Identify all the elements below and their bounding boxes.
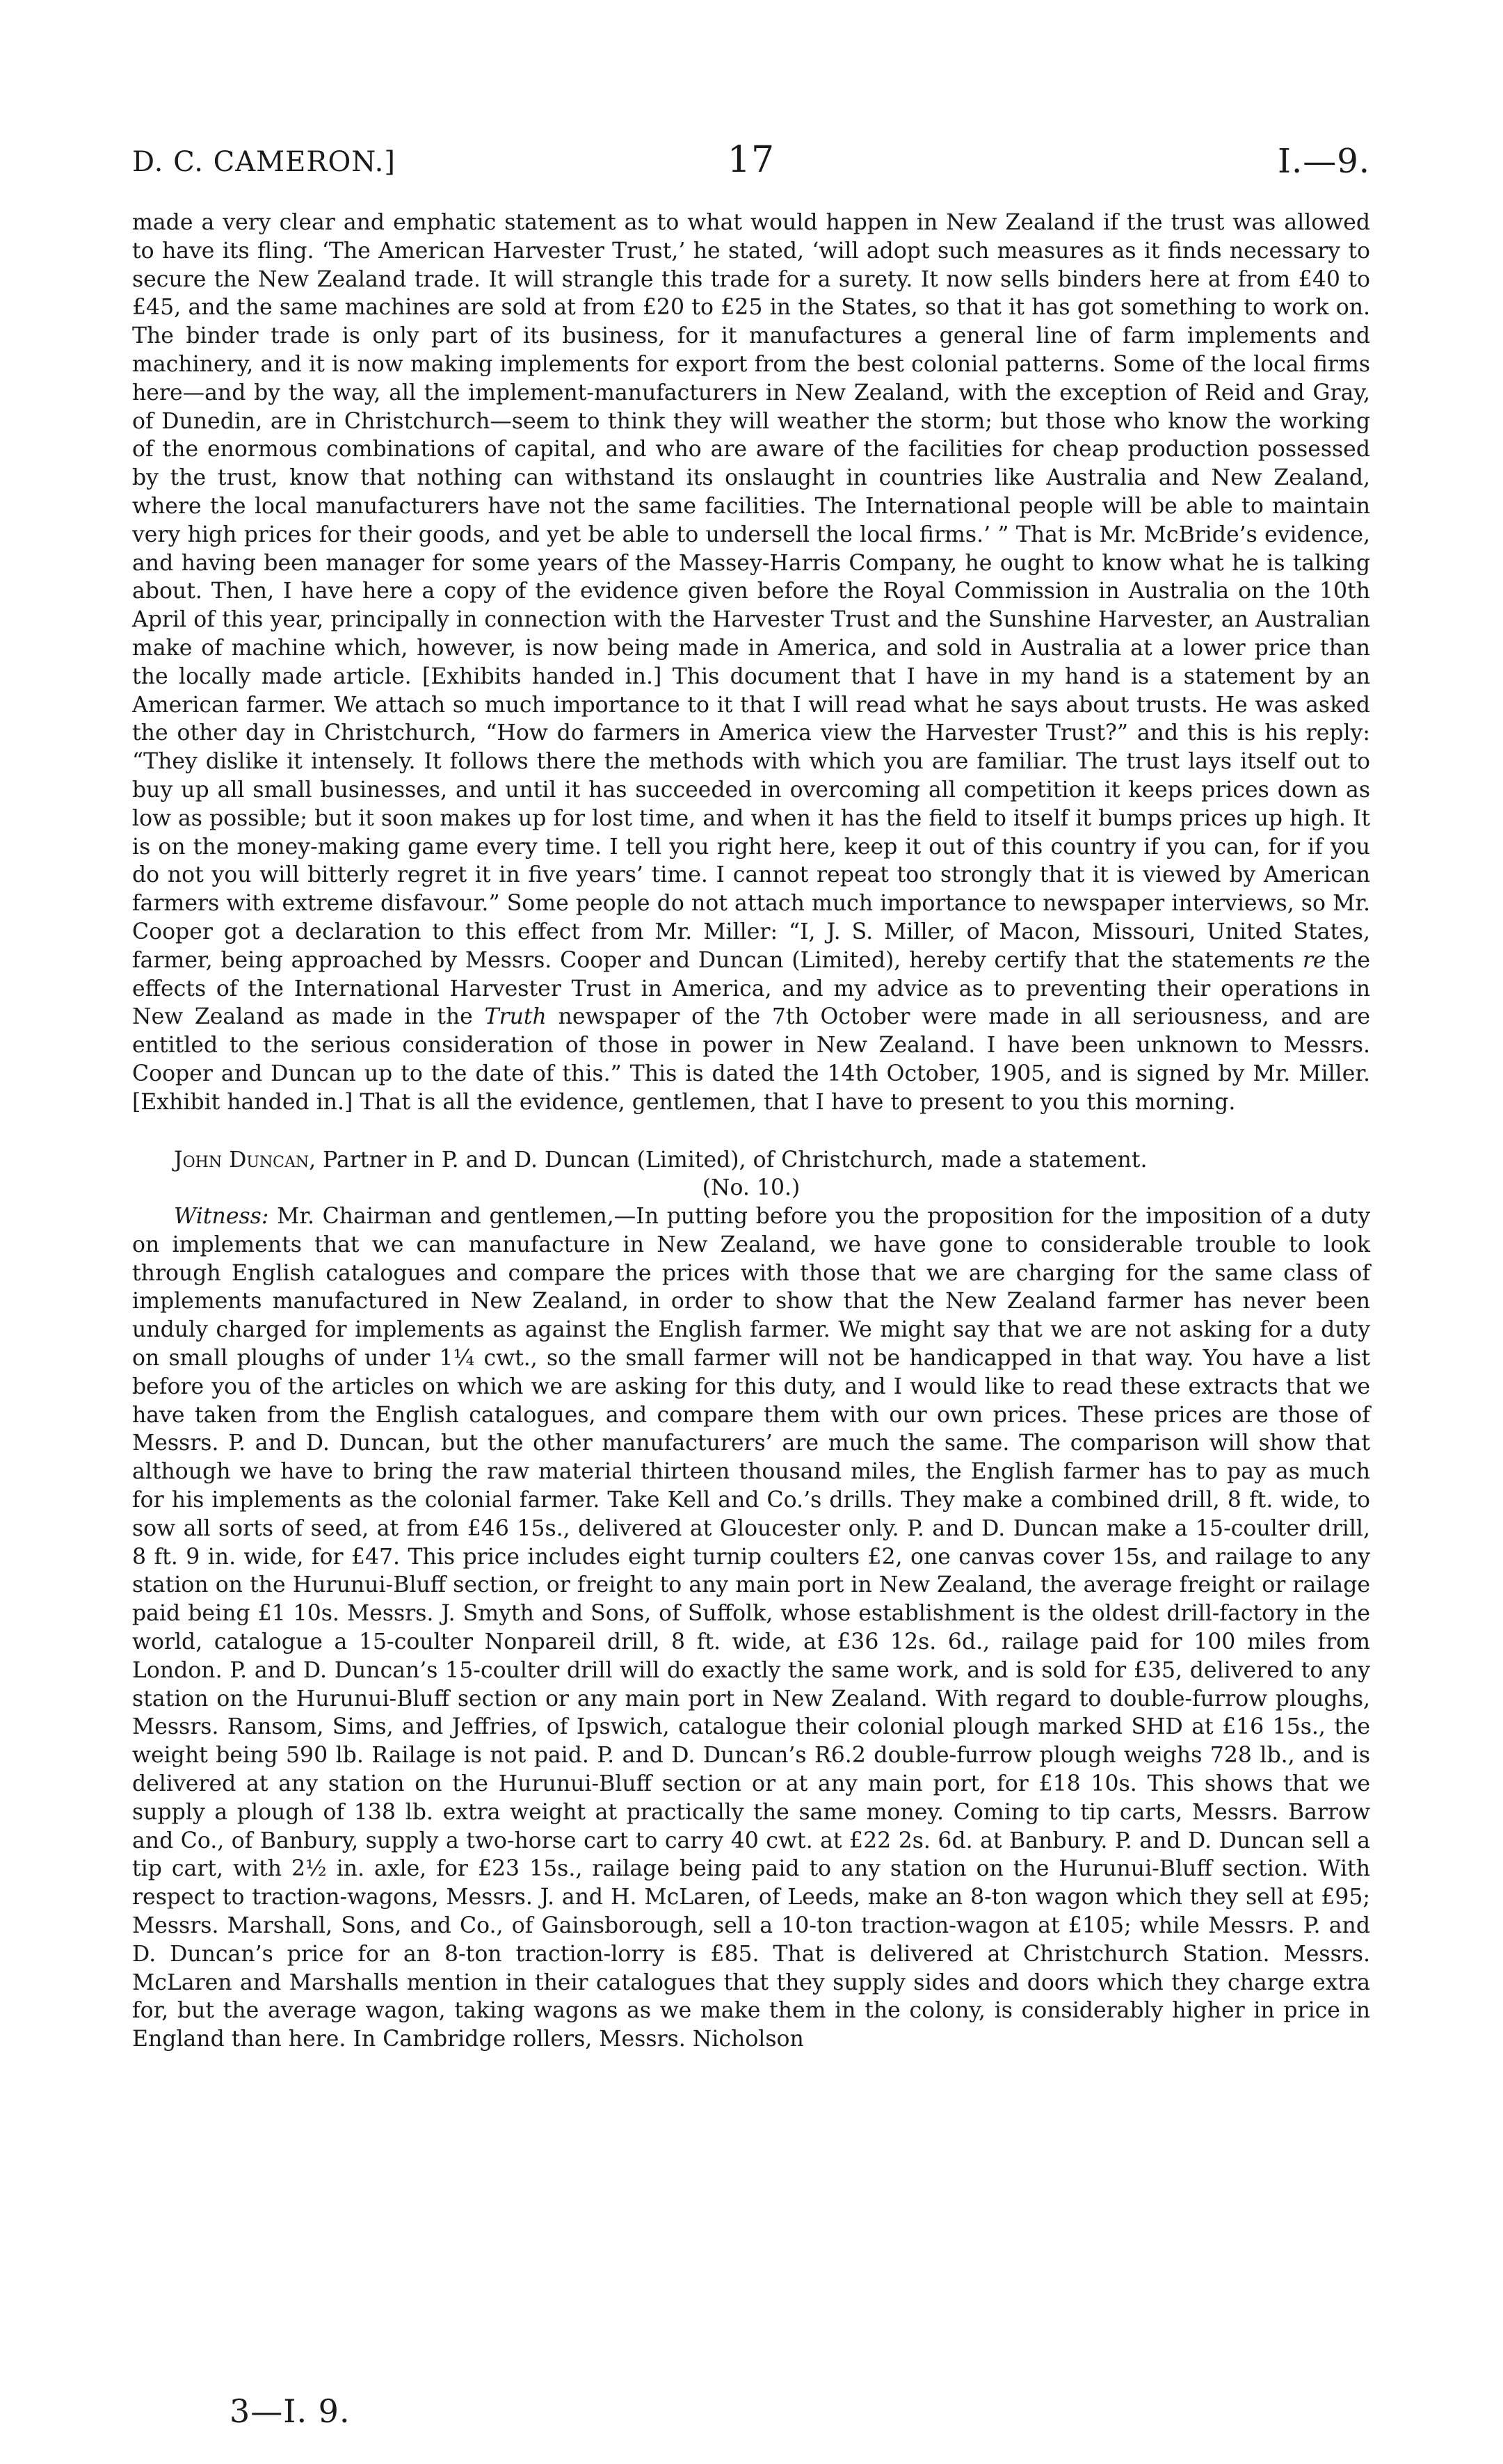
statement-text: , Partner in P. and D. Duncan (Limited), of Christchurch, made a statement. xyxy=(309,1147,1148,1173)
witness-label: Witness: xyxy=(174,1204,269,1230)
speaker-name: John Duncan xyxy=(174,1147,310,1173)
signature-mark: 3—I. 9. xyxy=(230,2392,351,2430)
running-head xyxy=(132,139,1370,188)
paragraph-continued xyxy=(132,209,1370,1117)
statement-heading xyxy=(132,1146,1370,1175)
paragraph-text: newspaper of the 7th October were made in all seriousness, and are entitled to the serious consideration of those in power in New Zealand. I have been unknown to Messrs. Cooper and Duncan up to the date of this.” This is dated the 14th October, 1905, and is signed by Mr. Miller. [Exhibit handed in.] That is all the evidence, gentlemen, that I have to present to you this morning. xyxy=(132,1004,1370,1115)
italic-re: re xyxy=(1302,947,1326,973)
paragraph-text: Mr. Chairman and gentlemen,—In putting before you the proposition for the imposition of a duty on implements that we can manufacture in New Zealand, we have gone to considerable trouble to look through English catalogues and compare the prices with those that we are charging for the same class of implements manufactured in New Zealand, in order to show that the New Zealand farmer has never been unduly charged for implements as against the English farmer. We might say that we are not asking for a duty on small ploughs of under 1¼ cwt., so the small farmer will not be handicapped in that way. You have a list before you of the articles on which we are asking for this duty, and I would like to read these extracts that we have taken from the English catalogues, and compare them with our own prices. These prices are those of Messrs. P. and D. Duncan, but the other manufacturers’ are much the same. The comparison will show that although we have to bring the raw material thirteen thousand miles, the English farmer has to pay as much for his implements as the colonial farmer. Take Kell and Co.’s drills. They make a combined drill, 8 ft. wide, to sow all sorts of seed, at from £46 15s., delivered at Gloucester only. P. and D. Duncan make a 15-coulter drill, 8 ft. 9 in. wide, for £47. This price includes eight turnip coulters £2, one canvas cover 15s, and railage to any station on the Hurunui-Bluff section, or freight to any main port in New Zealand, the average freight or railage paid being £1 10s. Messrs. J. Smyth and Sons, of Suffolk, whose establishment is the oldest drill-factory in the world, catalogue a 15-coulter Nonpareil drill, 8 ft. wide, at £36 12s. 6d., railage paid for 100 miles from London. P. and D. Duncan’s 15-coulter drill will do exactly the same work, and is sold for £35, delivered to any station on the Hurunui-Bluff section or any main port in New Zealand. With regard to double-furrow ploughs, Messrs. Ransom, Sims, and Jeffries, of Ipswich, catalogue their colonial plough marked SHD at £16 15s., the weight being 590 lb. Railage is not paid. P. and D. Duncan’s R6.2 double-furrow plough weighs 728 lb., and is delivered at any station on the Hurunui-Bluff section or at any main port, for £18 10s. This shows that we supply a plough of 138 lb. extra weight at practically the same money. Coming to tip carts, Messrs. Barrow and Co., of Banbury, supply a two-horse cart to carry 40 cwt. at £22 2s. 6d. at Banbury. P. and D. Duncan sell a tip cart, with 2½ in. axle, for £23 15s., railage being paid to any station on the Hurunui-Bluff section. With respect to traction-wagons, Messrs. J. and H. McLaren, of Leeds, make an 8-ton wagon which they sell at £95; Messrs. Marshall, Sons, and Co., of Gainsborough, sell a 10-ton traction-wagon at £105; while Messrs. P. and D. Duncan’s price for an 8-ton traction-lorry is £85. That is delivered at Christchurch Station. Messrs. McLaren and Marshalls mention in their catalogues that they supply sides and doors which they charge extra for, but the average wagon, taking wagons as we make them in the colony, is considerably higher in price in England than here. In Cambridge rollers, Messrs. Nicholson xyxy=(132,1204,1371,2052)
body-text xyxy=(132,209,1370,2054)
header-left: D. C. CAMERON.] xyxy=(132,146,396,178)
page-number: 17 xyxy=(727,139,775,181)
header-right: I.—9. xyxy=(1277,142,1370,181)
paragraph-text: made a very clear and emphatic statement as to what would happen in New Zealand if the trust was allowed to have its fling. ‘The American Harvester Trust,’ he stated, ‘will adopt such measures as it finds necessary to secure the New Zealand trade. It will strangle this trade for a surety. It now sells binders here at from £40 to £45, and the same machines are sold at from £20 to £25 in the States, so that it has got something to work on. The binder trade is only part of its business, for it manufactures a general line of farm implements and machinery, and it is now making implements for export from the best colonial patterns. Some of the local firms here—and by the way, all the implement-manufacturers in New Zealand, with the exception of Reid and Gray, of Dunedin, are in Christchurch—seem to think they will weather the storm; but those who know the working of the enormous combinations of capital, and who are aware of the facilities for cheap production possessed by the trust, know that nothing can withstand its onslaught in countries like Australia and New Zealand, where the local manufacturers have not the same facilities. The International people will be able to maintain very high prices for their goods, and yet be able to undersell the local firms.’ ” That is Mr. McBride’s evidence, and having been manager for some years of the Massey-Harris Company, he ought to know what he is talking about. Then, I have here a copy of the evidence given before the Royal Commission in Australia on the 10th April of this year, principally in connection with the Harvester Trust and the Sunshine Harvester, an Australian make of machine which, however, is now being made in America, and sold in Australia at a lower price than the locally made article. [Exhibits handed in.] This document that I have in my hand is a statement by an American farmer. We attach so much importance to it that I will read what he says about trusts. He was asked the other day in Christchurch, “How do farmers in America view the Harvester Trust?” and this is his reply: “They dislike it intensely. It follows there the methods with which you are familiar. The trust lays itself out to buy up all small businesses, and until it has succeeded in overcoming all competition it keeps prices down as low as possible; but it soon makes up for lost time, and when it has the field to itself it bumps prices up high. It is on the money-making game every time. I tell you right here, keep it out of this country if you can, for if you do not you will bitterly regret it in five years’ time. I cannot repeat too strongly that it is viewed by American farmers with extreme disfavour.” Some people do not attach much importance to newspaper interviews, so Mr. Cooper got a declaration to this effect from Mr. Miller: “I, J. S. Miller, of Macon, Missouri, United States, farmer, being approached by Messrs. Cooper and Duncan (Limited), hereby certify that the statements xyxy=(132,210,1370,973)
italic-truth: Truth xyxy=(484,1004,547,1030)
statement-number: (No. 10.) xyxy=(702,1175,801,1201)
paragraph-text: the effects of the International Harvester Trust in America, and my advice as to preventing their operations in New Zealand as made in the xyxy=(132,947,1370,1030)
witness-paragraph xyxy=(132,1202,1370,2054)
